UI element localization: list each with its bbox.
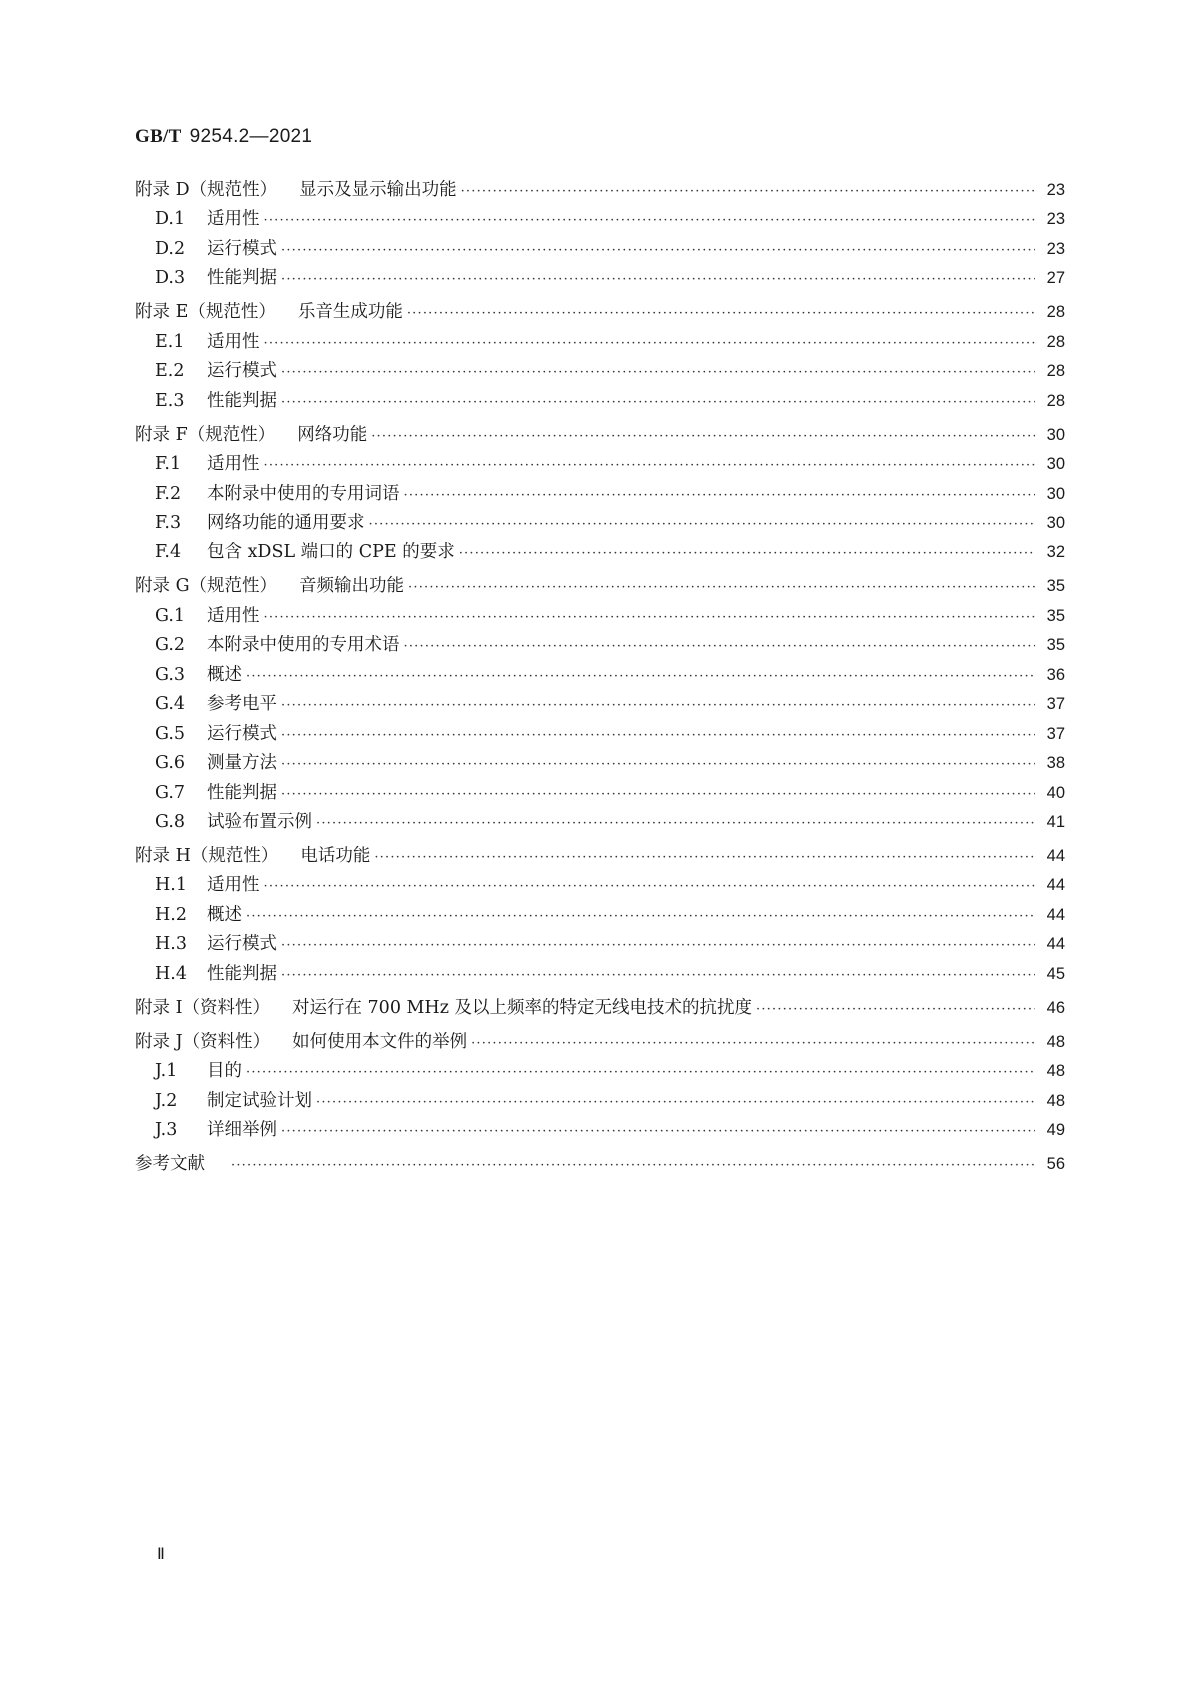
toc-entry-title: 适用性: [207, 454, 260, 475]
toc-dot-leader: [264, 875, 1036, 899]
toc-entry-page: 40: [1046, 783, 1065, 802]
toc-entry-clause[interactable]: [155, 452, 1065, 476]
toc-dot-leader: [371, 425, 1035, 449]
toc-entry-title: 网络功能的通用要求: [207, 512, 365, 533]
toc-entry-page: 56: [1046, 1154, 1065, 1173]
toc-entry-clause[interactable]: [155, 810, 1065, 834]
toc-entry-clause[interactable]: [155, 540, 1065, 564]
toc-dot-leader: [281, 239, 1035, 263]
toc-entry-number: F.2: [155, 483, 182, 504]
toc-entry-page: 23: [1046, 181, 1065, 199]
toc-entry-page: 27: [1046, 269, 1065, 288]
toc-entry-number: 参考文献: [135, 1153, 205, 1174]
toc-entry-number: J.3: [155, 1119, 178, 1140]
toc-entry-page: 28: [1046, 303, 1065, 322]
toc-entry-clause[interactable]: [155, 663, 1065, 687]
toc-entry-title: 适用性: [207, 875, 260, 896]
toc-entry-clause[interactable]: [155, 207, 1065, 231]
toc-dot-leader: [264, 209, 1036, 233]
toc-dot-leader: [407, 302, 1035, 326]
standard-prefix: GB/T: [135, 126, 182, 147]
toc-entry-clause[interactable]: [155, 633, 1065, 657]
toc-entry-number: H.2: [155, 904, 187, 925]
toc-dot-leader: [316, 812, 1035, 836]
toc-entry-number: E.2: [155, 361, 185, 382]
toc-entry-page: 41: [1046, 812, 1065, 831]
toc-entry-page: 30: [1046, 425, 1065, 444]
toc-entry-clause[interactable]: [155, 1118, 1065, 1142]
toc-entry-title: 运行模式: [207, 934, 277, 955]
toc-entry-page: 44: [1046, 846, 1065, 865]
toc-entry-clause[interactable]: [155, 1089, 1065, 1113]
toc-entry-number: 附录 D（规范性）: [135, 180, 278, 200]
toc-entry-page: 48: [1046, 1032, 1065, 1051]
toc-entry-number: G.3: [155, 664, 186, 685]
toc-entry-title: 包含 xDSL 端口的 CPE 的要求: [207, 542, 455, 563]
toc-entry-clause[interactable]: [155, 389, 1065, 413]
toc-entry-title: 音频输出功能: [299, 576, 405, 597]
toc-dot-leader: [246, 665, 1035, 689]
toc-entry-title: 对运行在 700 MHz 及以上频率的特定无线电技术的抗扰度: [291, 997, 752, 1018]
toc-entry-annex[interactable]: [135, 996, 1065, 1020]
toc-dot-leader: [264, 332, 1036, 356]
toc-entry-clause[interactable]: [155, 903, 1065, 927]
toc-entry-title: 参考电平: [207, 694, 277, 715]
toc-entry-page: 48: [1046, 1091, 1065, 1110]
toc-dot-leader: [471, 1032, 1035, 1056]
toc-entry-number: E.3: [155, 390, 185, 411]
toc-entry-title: 运行模式: [207, 361, 277, 382]
toc-entry-page: 35: [1046, 577, 1065, 596]
toc-entry-clause[interactable]: [155, 482, 1065, 506]
toc-entry-page: 49: [1046, 1120, 1065, 1139]
toc-entry-page: 30: [1046, 513, 1065, 532]
toc-dot-leader: [369, 513, 1036, 537]
toc-entry-page: 46: [1046, 998, 1065, 1017]
toc-entry-title: 本附录中使用的专用词语: [207, 483, 400, 504]
toc-entry-page: 44: [1046, 905, 1065, 924]
toc-dot-leader: [281, 753, 1035, 777]
toc-entry-page: 28: [1046, 391, 1065, 410]
toc-entry-annex[interactable]: [135, 574, 1065, 598]
toc-dot-leader: [246, 1061, 1035, 1085]
toc-entry-number: 附录 I（资料性）: [135, 997, 270, 1018]
toc-entry-number: H.4: [155, 963, 187, 984]
toc-entry-page: 28: [1046, 362, 1065, 381]
toc-entry-title: 概述: [207, 904, 242, 925]
document-header: [135, 126, 312, 148]
toc-entry-page: 23: [1046, 210, 1065, 229]
toc-dot-leader: [281, 1120, 1035, 1144]
toc-entry-number: G.1: [155, 605, 186, 626]
toc-entry-title: 目的: [207, 1061, 242, 1082]
toc-entry-number: D.1: [155, 209, 186, 230]
toc-dot-leader: [316, 1091, 1035, 1115]
toc-entry-clause[interactable]: [155, 237, 1065, 261]
toc-entry-number: D.2: [155, 238, 186, 259]
standard-number: 9254.2—2021: [189, 126, 313, 147]
toc-entry-clause[interactable]: [155, 604, 1065, 628]
toc-dot-leader: [408, 576, 1035, 600]
toc-entry-clause[interactable]: [155, 781, 1065, 805]
toc-entry-title: 运行模式: [207, 238, 277, 259]
toc-entry-page: 45: [1046, 964, 1065, 983]
toc-entry-number: 附录 J（资料性）: [135, 1031, 271, 1052]
page-number: Ⅱ: [157, 1546, 165, 1563]
toc-dot-leader: [281, 391, 1035, 415]
toc-entry-title: 性能判据: [207, 268, 277, 289]
toc-dot-leader: [264, 606, 1036, 630]
toc-entry-page: 35: [1046, 636, 1065, 655]
toc-entry-page: 30: [1046, 484, 1065, 503]
toc-entry-number: F.3: [155, 512, 182, 533]
toc-entry-clause[interactable]: [155, 359, 1065, 383]
toc-entry-clause[interactable]: [155, 962, 1065, 986]
toc-entry-title: 显示及显示输出功能: [299, 180, 457, 200]
toc-entry-number: G.8: [155, 811, 186, 832]
toc-dot-leader: [246, 905, 1035, 929]
toc-entry-clause[interactable]: [155, 873, 1065, 897]
toc-entry-title: 运行模式: [207, 723, 277, 744]
toc-entry-clause[interactable]: [155, 266, 1065, 290]
toc-entry-page: 38: [1046, 754, 1065, 773]
toc-entry-number: D.3: [155, 268, 186, 289]
toc-dot-leader: [404, 484, 1036, 508]
toc-entry-title: 适用性: [207, 209, 260, 230]
toc-entry-annex[interactable]: [135, 1030, 1065, 1054]
toc-entry-clause[interactable]: [155, 511, 1065, 535]
toc-entry-clause[interactable]: [155, 1059, 1065, 1083]
toc-entry-page: 28: [1046, 332, 1065, 351]
toc-entry-number: 附录 F（规范性）: [135, 424, 276, 445]
toc-entry-title: 详细举例: [207, 1119, 277, 1140]
toc-dot-leader: [404, 635, 1036, 659]
toc-dot-leader: [756, 998, 1035, 1022]
toc-entry-page: 48: [1046, 1062, 1065, 1081]
toc-entry-title: 乐音生成功能: [297, 302, 403, 323]
toc-entry-number: G.6: [155, 753, 186, 774]
toc-dot-leader: [281, 724, 1035, 748]
toc-dot-leader: [281, 694, 1035, 718]
toc-entry-number: F.1: [155, 454, 182, 475]
toc-entry-title: 电话功能: [300, 845, 371, 866]
toc-entry-number: 附录 H（规范性）: [135, 845, 279, 866]
toc-entry-number: G.4: [155, 694, 186, 715]
toc-entry-number: G.7: [155, 782, 186, 803]
toc-entry-page: 23: [1046, 239, 1065, 258]
toc-entry-annex[interactable]: [135, 300, 1065, 324]
toc-entry-title: 性能判据: [207, 963, 277, 984]
toc-entry-title: 试验布置示例: [207, 811, 312, 832]
toc-entry-clause[interactable]: [155, 722, 1065, 746]
toc-entry-number: J.2: [155, 1090, 178, 1111]
toc-dot-leader: [281, 361, 1035, 385]
toc-entry-title: 本附录中使用的专用术语: [207, 635, 400, 656]
toc-entry-page: 44: [1046, 935, 1065, 954]
toc-entry-annex[interactable]: [135, 423, 1065, 447]
toc-dot-leader: [281, 268, 1035, 292]
toc-entry-clause[interactable]: [155, 751, 1065, 775]
toc-dot-leader: [231, 1154, 1035, 1178]
toc-entry-number: H.3: [155, 934, 187, 955]
toc-dot-leader: [281, 934, 1035, 958]
toc-entry-page: 44: [1046, 876, 1065, 895]
toc-entry-title: 制定试验计划: [207, 1090, 312, 1111]
toc-entry-page: 37: [1046, 695, 1065, 714]
toc-entry-number: E.1: [155, 331, 185, 352]
toc-entry-number: J.1: [155, 1061, 178, 1082]
toc-entry-clause[interactable]: [155, 330, 1065, 354]
toc-entry-title: 适用性: [207, 605, 260, 626]
toc-entry-title: 概述: [207, 664, 242, 685]
toc-entry-page: 30: [1046, 455, 1065, 474]
toc-entry-page: 37: [1046, 724, 1065, 743]
toc-entry-page: 35: [1046, 606, 1065, 625]
toc-entry-clause[interactable]: [155, 692, 1065, 716]
toc-entry-annex[interactable]: [135, 1152, 1065, 1176]
toc-entry-title: 适用性: [207, 331, 260, 352]
toc-entry-title: 性能判据: [207, 390, 277, 411]
toc-dot-leader: [264, 454, 1036, 478]
toc-entry-clause[interactable]: [155, 932, 1065, 956]
toc-entry-title: 性能判据: [207, 782, 277, 803]
toc-entry-number: 附录 G（规范性）: [135, 576, 278, 597]
toc-dot-leader: [459, 542, 1035, 566]
toc-dot-leader: [281, 783, 1035, 807]
toc-entry-number: G.5: [155, 723, 186, 744]
toc-dot-leader: [281, 964, 1035, 988]
toc-dot-leader: [461, 180, 1035, 204]
toc-entry-title: 如何使用本文件的举例: [292, 1031, 468, 1052]
toc-entry-page: 36: [1046, 665, 1065, 684]
toc-dot-leader: [374, 846, 1035, 870]
toc-entry-page: 32: [1046, 543, 1065, 562]
toc-entry-title: 测量方法: [207, 753, 277, 774]
toc-entry-annex[interactable]: [135, 178, 1065, 202]
toc-entry-number: H.1: [155, 875, 187, 896]
toc-entry-number: F.4: [155, 542, 182, 563]
toc-entry-title: 网络功能: [297, 424, 368, 445]
toc-entry-number: G.2: [155, 635, 186, 656]
toc-entry-annex[interactable]: [135, 844, 1065, 868]
toc-entry-number: 附录 E（规范性）: [135, 302, 276, 323]
